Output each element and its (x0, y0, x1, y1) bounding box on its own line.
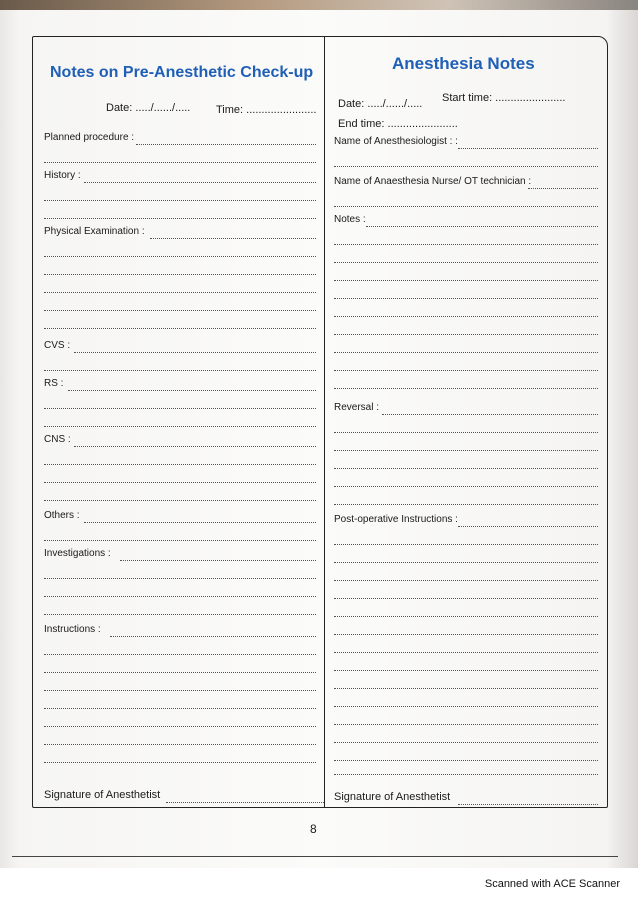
right-title: Anesthesia Notes (392, 54, 535, 73)
post-op-line-4[interactable] (334, 580, 598, 581)
page-number: 8 (310, 822, 317, 836)
right-end-time: End time: ....................... (338, 118, 458, 130)
instructions-line-4[interactable] (44, 690, 316, 691)
left-date: Date: ...../....../..... (106, 102, 191, 114)
post-op-line-11[interactable] (334, 706, 598, 707)
reversal-line[interactable] (382, 414, 598, 415)
post-op-line-13[interactable] (334, 742, 598, 743)
rs-row (44, 378, 316, 390)
history-row (44, 170, 316, 182)
physical-exam-line-6[interactable] (44, 328, 316, 329)
history-line[interactable] (84, 182, 316, 183)
cns-line[interactable] (74, 446, 316, 447)
history-line-3[interactable] (44, 218, 316, 219)
planned-procedure-line-2[interactable] (44, 162, 316, 163)
history-line-2[interactable] (44, 200, 316, 201)
cvs-line-2[interactable] (44, 370, 316, 371)
anesthesiologist-line-2[interactable] (334, 166, 598, 167)
reversal-line-4[interactable] (334, 468, 598, 469)
reversal-label: Reversal : (334, 402, 380, 413)
notes-line-10[interactable] (334, 388, 598, 389)
left-title: Notes on Pre-Anesthetic Check-up (50, 64, 314, 81)
post-op-line-3[interactable] (334, 562, 598, 563)
page-bottom-line (12, 856, 618, 857)
investigations-line-2[interactable] (44, 578, 316, 579)
left-time: Time: ....................... (216, 104, 317, 116)
notes-line-5[interactable] (334, 298, 598, 299)
right-signature-label: Signature of Anesthetist (334, 791, 451, 803)
notes-line-7[interactable] (334, 334, 598, 335)
left-signature-label: Signature of Anesthetist (44, 789, 161, 801)
cns-line-4[interactable] (44, 500, 316, 501)
planned-procedure-line[interactable] (136, 144, 316, 145)
scanner-credit: Scanned with ACE Scanner (484, 878, 620, 890)
physical-exam-line[interactable] (150, 238, 316, 239)
instructions-label: Instructions : (44, 624, 101, 635)
column-divider (324, 36, 325, 808)
anesthesiologist-line[interactable] (458, 148, 598, 149)
nurse-row (334, 176, 598, 188)
cns-row (44, 434, 316, 446)
anesthesiologist-label: Name of Anesthesiologist : : (334, 136, 458, 147)
investigations-line[interactable] (120, 560, 316, 561)
instructions-line-2[interactable] (44, 654, 316, 655)
nurse-line[interactable] (528, 188, 598, 189)
form-frame (32, 36, 608, 808)
post-op-line-9[interactable] (334, 670, 598, 671)
instructions-line-8[interactable] (44, 762, 316, 763)
notes-row (334, 214, 598, 226)
nurse-line-2[interactable] (334, 206, 598, 207)
cvs-row (44, 340, 316, 352)
post-op-line-7[interactable] (334, 634, 598, 635)
physical-exam-line-3[interactable] (44, 274, 316, 275)
reversal-line-5[interactable] (334, 486, 598, 487)
cns-line-3[interactable] (44, 482, 316, 483)
instructions-line-6[interactable] (44, 726, 316, 727)
investigations-line-4[interactable] (44, 614, 316, 615)
left-signature-line[interactable] (166, 802, 324, 803)
post-op-line-14[interactable] (334, 760, 598, 761)
post-op-row (334, 514, 598, 526)
cvs-label: CVS : (44, 340, 71, 351)
physical-exam-line-2[interactable] (44, 256, 316, 257)
rs-line[interactable] (68, 390, 316, 391)
reversal-line-3[interactable] (334, 450, 598, 451)
notes-label: Notes : (334, 214, 366, 225)
physical-exam-line-4[interactable] (44, 292, 316, 293)
others-line-2[interactable] (44, 540, 316, 541)
rs-label: RS : (44, 378, 64, 389)
notes-line[interactable] (366, 226, 598, 227)
post-op-line-10[interactable] (334, 688, 598, 689)
post-op-line-15[interactable] (334, 774, 598, 775)
post-op-line-6[interactable] (334, 616, 598, 617)
reversal-line-2[interactable] (334, 432, 598, 433)
rs-line-3[interactable] (44, 426, 316, 427)
cns-label: CNS : (44, 434, 71, 445)
cns-line-2[interactable] (44, 464, 316, 465)
left-signature-row (44, 789, 316, 801)
planned-procedure-row (44, 132, 316, 144)
history-label: History : (44, 170, 81, 181)
post-op-line-12[interactable] (334, 724, 598, 725)
instructions-line-5[interactable] (44, 708, 316, 709)
book-edge (0, 0, 638, 10)
investigations-line-3[interactable] (44, 596, 316, 597)
post-op-line[interactable] (458, 526, 598, 527)
planned-procedure-label: Planned procedure : (44, 132, 135, 143)
notes-line-8[interactable] (334, 352, 598, 353)
notes-line-2[interactable] (334, 244, 598, 245)
reversal-line-6[interactable] (334, 504, 598, 505)
others-label: Others : (44, 510, 80, 521)
right-signature-line[interactable] (458, 804, 598, 805)
post-op-line-8[interactable] (334, 652, 598, 653)
rs-line-2[interactable] (44, 408, 316, 409)
physical-exam-row (44, 226, 316, 238)
notes-line-9[interactable] (334, 370, 598, 371)
notes-line-6[interactable] (334, 316, 598, 317)
anesthesiologist-row (334, 136, 598, 148)
instructions-line-7[interactable] (44, 744, 316, 745)
physical-exam-label: Physical Examination : (44, 226, 145, 237)
right-signature-row (334, 791, 598, 803)
reversal-row (334, 402, 598, 414)
investigations-label: Investigations : (44, 548, 111, 559)
post-op-label: Post-operative Instructions : (334, 514, 458, 525)
notes-line-3[interactable] (334, 262, 598, 263)
cvs-line[interactable] (74, 352, 316, 353)
physical-exam-line-5[interactable] (44, 310, 316, 311)
instructions-row (44, 624, 316, 636)
notes-line-4[interactable] (334, 280, 598, 281)
post-op-line-2[interactable] (334, 544, 598, 545)
investigations-row (44, 548, 316, 560)
right-start-time: Start time: ....................... (442, 92, 566, 104)
right-date: Date: ...../....../..... (338, 98, 423, 110)
instructions-line[interactable] (110, 636, 316, 637)
others-line[interactable] (84, 522, 316, 523)
instructions-line-3[interactable] (44, 672, 316, 673)
post-op-line-5[interactable] (334, 598, 598, 599)
others-row (44, 510, 316, 522)
nurse-label: Name of Anaesthesia Nurse/ OT technician : (334, 176, 532, 187)
